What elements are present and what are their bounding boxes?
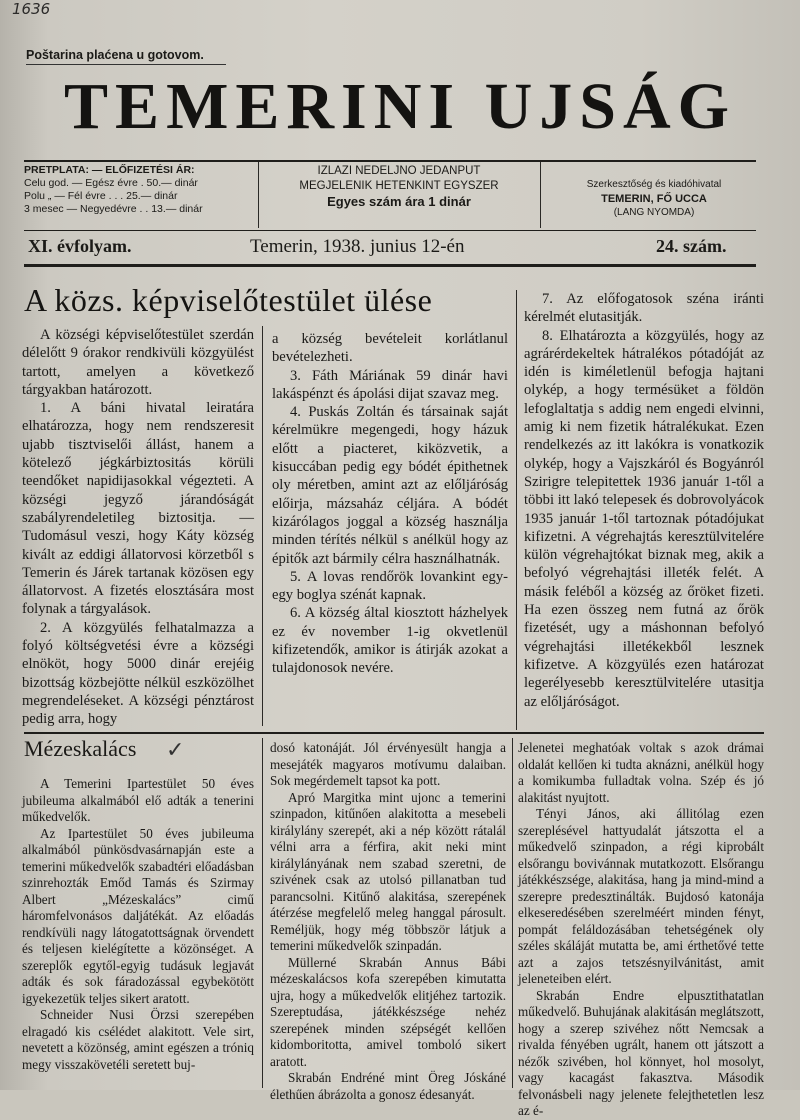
review-paragraph: Schneider Nusi Örzsi szerepében elragadó kis csélédet alakitott. Vele sirt, nevetett a közönség, amint egészen a tróniq megy visszakövetéli seretett buj- xyxy=(22,1007,254,1072)
review-paragraph: Apró Margitka mint ujonc a temerini szinpadon, kitűnően alakitotta a mesebeli királylány szerepét, aki a nép között rátalál vélni arra a férfira, akit neki mint királylányának nem szabad szeretni, de szivének csak az utolsó pillanatban tud parancsolni. Kitűnő alakitása, szerepének átérzése megfelelő meleg hanggal párosult. Reméljük, hogy még többször látjuk a temerini műkedvelők szinpadán. xyxy=(270,789,506,953)
review-paragraph: Tényi János, aki állitólag ezen szereplésével hattyudalát játszotta el a műkedvelő szinpadon, a régi kiprobált elsőrangu bovivánnak mutatkozott. Elsőrangu játékkészsége, alakitása, hang ja mind-mind a szerepre predesztinálták. Bujdosó katonája elkeseredésében szerelméért minden fényt, pompát feláldozásában tehetségének oly széles skáláját mutatta be, ami érthetővé tette azt a zajos tetszésnyilvánitást, amit jeleneteiben elért. xyxy=(518,806,764,986)
header-divider-right xyxy=(540,162,541,228)
issue-date: Temerin, 1938. junius 12-én xyxy=(250,236,465,257)
article-paragraph: 6. A község által kiosztott házhelyek ez év november 1-ig okvetlenül kifizetendők, amikor is átirják azokat a tulajdonosok nevére. xyxy=(272,605,508,677)
pencil-check-mark: ✓ xyxy=(166,738,185,763)
subscription-box xyxy=(24,164,256,216)
review-headline: Mézeskalács xyxy=(24,736,137,761)
article-paragraph: 4. Puskás Zoltán és társainak saját kérelmükre megengedi, hogy házuk előtt a piacteret, kiközvetik, a kisuccában pedig egy bódét épithetnek oly méretben, amint azt az előljáróság előirja, mázsaház céljára. A bódét kizárólagos joggal a község használja minden térítés nélkül s anélkül hogy az épitők azt bármily célra használhatnák. xyxy=(272,404,508,567)
subscription-header: PRETPLATA: — ELŐFIZETÉSI ÁR: xyxy=(24,164,195,176)
review-paragraph: Az Ipartestület 50 éves jubileuma alkalmából pünkösdvasárnapján este a temerini műkedvelők szabadtéri előadásban szinrehozták Emőd Tamás és Szirmay Albert „Mézeskalács” cimű háromfelvonásos daljátékát. Az előadás rendkívüli nagy látogatottságnak örvendett és teljesen kielégítette a közönséget. A szereplők egytől-egyig tudásuk legjavát adták és sok fáradozással egybekötött igyekezetük teljes sikert aratott. xyxy=(22,825,254,1006)
column-divider xyxy=(516,290,517,730)
subscription-row: Polu „ — Fél évre . . . 25.— dinár xyxy=(24,190,178,202)
article-paragraph: 8. Elhatározta a közgyülés, hogy az agrárérdekeltek hátralékos pótadóját az idén is kiméletlenül befogja hajtani olykép, a hogy termésüket a földön lefoglaltatja s addig nem engedi elvinni, amig ki nem fizetik hátralékukat. Ezen rendelkezés az itt lakókra is vonatkozik olykép, hogy a Vajszkáról és Bogyánról Szirigre telepitettek 1936 január 1-től a többi itt lakó telepesek és dobrovolyácok 1935 január 1-től tartoznak pótadójukat kifizetni. A végrehajtás keresztülvitelére külön végrehajtókat biznak meg, akik a befolyó végrehajtási illeték felét. A másik feléből a község az őröket fizeti. Ha ezen összeg nem futná az őrök fizetését, ugy a máshonnan befolyó végrehajtási illetékekből lesznek kifizetve. A közgyülés ezen határozat legerélyesebb keresztülvitelére utasitja az előljáróságot. xyxy=(524,327,764,710)
article-column-3 xyxy=(524,290,764,711)
handwritten-archive-note: 1636 xyxy=(12,0,51,18)
article-headline: A közs. képviselőtestület ülése xyxy=(24,282,433,318)
issue-bottom-rule xyxy=(24,264,756,267)
masthead-title: TEMERINI UJSÁG xyxy=(64,70,736,143)
review-column-2 xyxy=(270,740,506,1103)
postage-underline xyxy=(26,64,226,65)
article-paragraph: 1. A báni hivatal leiratára elhatározza, hogy nem rendszeresit ujabb tisztviselői állást, hanem a kötelező jégkárbiztositás körüli teendőket napidijasokkal végezteti. A községi jegyző járandóságát szabályrendeletileg biztositja. — Tudomásul veszi, hogy Káty község kivált az eddigi állatorvosi körzetből s Temerin és Járek tartanak közösen egy állatorvost. A fizetés elosztására most folynak a tárgyalások. xyxy=(22,400,254,618)
article-paragraph: A községi képviselőtestület szerdán délelőtt 9 órakor rendkivüli közgyülést tartott, amelyen a következő tárgyakban határozott. xyxy=(22,327,254,398)
header-divider-left xyxy=(258,162,259,228)
subscription-row: Celu god. — Egész évre . 50.— dinár xyxy=(24,177,198,189)
subscription-row: 3 mesec — Negyedévre . . 13.— dinár xyxy=(24,203,203,215)
office-printer: (LANG NYOMDA) xyxy=(613,207,695,218)
issue-number: 24. szám. xyxy=(656,236,727,256)
editorial-office xyxy=(544,178,764,220)
office-label: Szerkesztőség és kiadóhivatal xyxy=(586,179,722,190)
section-divider xyxy=(24,732,764,734)
column-divider xyxy=(512,738,513,1088)
column-divider xyxy=(262,738,263,1088)
office-address: TEMERIN, FŐ UCCA xyxy=(601,193,707,205)
review-paragraph: Skrabán Endréné mint Öreg Jóskáné élethűen ábrázolta a gonosz édesanyát. xyxy=(270,1070,506,1102)
review-column-3 xyxy=(518,740,764,1120)
article-paragraph: 7. Az előfogatosok széna iránti kérelmét elutasitják. xyxy=(524,291,764,326)
article-column-2 xyxy=(272,330,508,678)
single-copy-price: Egyes szám ára 1 dinár xyxy=(327,194,471,209)
review-paragraph: Müllerné Skrabán Annus Bábi mézeskalácsos kofa szerepében kimutatta ujra, hogy a műkedvelők elitjéhez tartozik. Szereptudása, játékkészsége nehéz szerepének minden szépségét kellően kidomboritotta, amivel tomboló sikert aratott. xyxy=(270,954,506,1069)
column-divider xyxy=(262,326,263,726)
review-paragraph: A Temerini Ipartestület 50 éves jubileuma alkalmából elő adták a tenerini műkedvelők. xyxy=(22,776,254,824)
publication-info xyxy=(264,164,534,209)
masthead-top-rule xyxy=(24,160,756,162)
publication-frequency-serbian: IZLAZI NEDELJNO JEDANPUT xyxy=(317,165,481,177)
article-paragraph: 3. Fáth Máriának 59 dinár havi lakáspénzt és ápolási dijat szavaz meg. xyxy=(272,367,508,402)
postage-notice: Poštarina plaćena u gotovom. xyxy=(26,48,204,62)
article-paragraph: a község bevételeit korlátlanul bevételezheti. xyxy=(272,331,508,366)
article-column-1 xyxy=(22,326,254,729)
issue-volume: XI. évfolyam. xyxy=(28,236,132,256)
review-paragraph: Skrabán Endre elpusztithatatlan műkedvelő. Buhujának alakitásán meglátszott, hogy a szerep szivéhez nőtt Nemcsak a rivalda fényében ugrált, hanem ott játszott a nézők szivében, hol könnyet, hol mosolyt, vagy kacagást fakasztva. Második felvonásbeli nagy jelenete felejthetetlen lesz az é- xyxy=(518,987,764,1118)
review-column-1 xyxy=(22,776,254,1073)
article-paragraph: 2. A közgyülés felhatalmazza a folyó költségvetési évre a községi elnököt, hogy 5000 dinár erejéig bizottság közbejötte nélkül eszközölhet megrendeléseket. A községi pénztárost pedig arra, hogy xyxy=(22,619,254,728)
publication-frequency-hungarian: MEGJELENIK HETENKINT EGYSZER xyxy=(299,180,499,192)
review-paragraph: Jelenetei meghatóak voltak s azok drámai oldalát kellően ki tudta aknázni, anélkül hogy a komikumba fulladtak volna. Szép és jó alakitást nyujtott. xyxy=(518,740,764,805)
review-paragraph: dosó katonáját. Jól érvényesült hangja a mesejáték magyaros motívumu dalaiban. Sok megérdemelt tapsot ka pott. xyxy=(270,740,506,788)
article-paragraph: 5. A lovas rendőrök lovankint egy-egy boglya szénát kapnak. xyxy=(272,568,508,604)
issue-top-rule xyxy=(24,230,756,231)
